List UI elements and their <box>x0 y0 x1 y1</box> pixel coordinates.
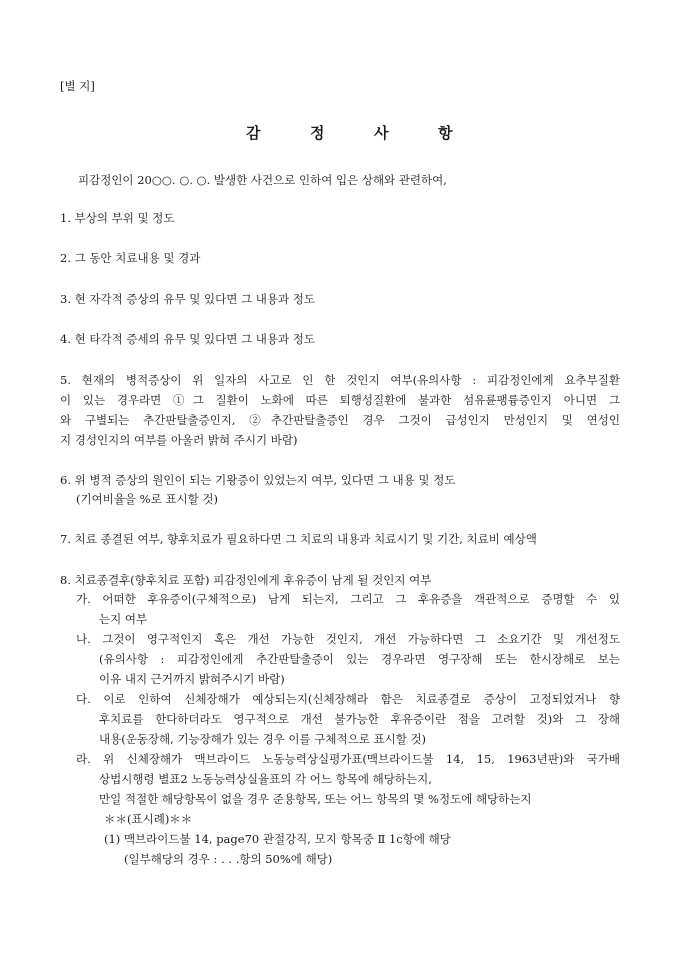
item-3: 3. 현 자각적 증상의 유무 및 있다면 그 내용과 정도 <box>60 292 315 306</box>
item-8-ga: 가. 어떠한 후유증이(구체적으로) 남게 되는지, 그리고 그 후유증을 객관적으로 증명할 수 있 <box>76 592 620 606</box>
title-char: 항 <box>438 124 453 142</box>
item-8-ra: 만일 적절한 해당항목이 없을 경우 준용항목, 또는 어느 항목의 몇 %정도에 해당하는지 <box>99 792 532 806</box>
title-char: 사 <box>374 124 389 142</box>
item-7: 7. 치료 종결된 여부, 향후치료가 필요하다면 그 치료의 내용과 치료시기 및 기간, 치료비 예상액 <box>60 532 537 546</box>
example-label: ＊＊(표시례)＊＊ <box>104 812 193 826</box>
item-2: 2. 그 동안 치료내용 및 경과 <box>60 251 201 265</box>
item-8-head: 8. 치료종결후(향후치료 포함) 피감정인에게 후유증이 남게 될 것인지 여부 <box>60 573 432 587</box>
item-4: 4. 현 타각적 증세의 유무 및 있다면 그 내용과 정도 <box>60 332 315 346</box>
item-1: 1. 부상의 부위 및 정도 <box>60 211 175 225</box>
item-8-na: (유의사항 : 피감정인에게 추간판탈출증이 있는 경우라면 영구장해 또는 한시장해로 보는 <box>99 652 620 666</box>
example-line: (일부해당의 경우 : . . .항의 50%에 해당) <box>124 852 333 866</box>
item-8-ra: 상법시행령 별표2 노동능력상실율표의 각 어느 항목에 해당하는지, <box>99 772 432 786</box>
item-5-line: 5. 현재의 병적증상이 위 일자의 사고로 인 한 것인지 여부(유의사항 : 피감정인에게 요추부질환 <box>60 373 620 387</box>
item-8-ra: 라. 위 신체장해가 맥브라이드 노동능력상실평가표(맥브라이드불 14, 15, 1963년판)와 국가배 <box>76 752 620 766</box>
item-5-line: 지 경성인지의 여부를 아울러 밝혀 주시기 바람) <box>60 433 298 447</box>
item-5-line: 와 구별되는 추간판탈출증인지, ②추간판탈출증인 경우 그것이 급성인지 만성인지 및 연성인 <box>60 413 620 427</box>
item-5-line: 이 있는 경우라면 ①그 질환이 노화에 따른 퇴행성질환에 불과한 섬유륜팽륭증인지 아니면 그 <box>60 393 620 407</box>
item-8-da: 다. 이로 인하여 신체장해가 예상되는지(신체장해라 함은 치료종결로 증상이 고정되었거나 향 <box>76 692 620 706</box>
attachment-label: [별 지] <box>60 79 95 93</box>
item-8-da: 내용(운동장해, 기능장해가 있는 경우 이를 구체적으로 표시할 것) <box>99 732 427 746</box>
title-char: 정 <box>310 124 325 142</box>
item-6-line: 6. 위 병적 증상의 원인이 되는 기왕증이 있었는지 여부, 있다면 그 내용 및 정도 <box>60 473 456 487</box>
item-8-da: 후치료를 한다하더라도 영구적으로 개선 불가능한 후유증이란 점을 고려할 것)와 그 장해 <box>99 712 620 726</box>
title-char: 감 <box>246 124 261 142</box>
item-8-ga: 는지 여부 <box>99 612 148 626</box>
document-title <box>0 122 680 142</box>
item-8-na: 나. 그것이 영구적인지 혹은 개선 가능한 것인지, 개선 가능하다면 그 소요기간 및 개선정도 <box>76 632 620 646</box>
intro-text: 피감정인이 20○○. ○. ○. 발생한 사건으로 인하여 입은 상해와 관련하여, <box>78 173 447 187</box>
item-6-line: (기여비율을 %로 표시할 것) <box>76 492 218 506</box>
item-8-na: 이유 내지 근거까지 밝혀주시기 바람) <box>99 672 285 686</box>
example-line: (1) 맥브라이드불 14, page70 관절강직, 모지 항목중 Ⅱ 1c항에 해당 <box>104 832 451 846</box>
